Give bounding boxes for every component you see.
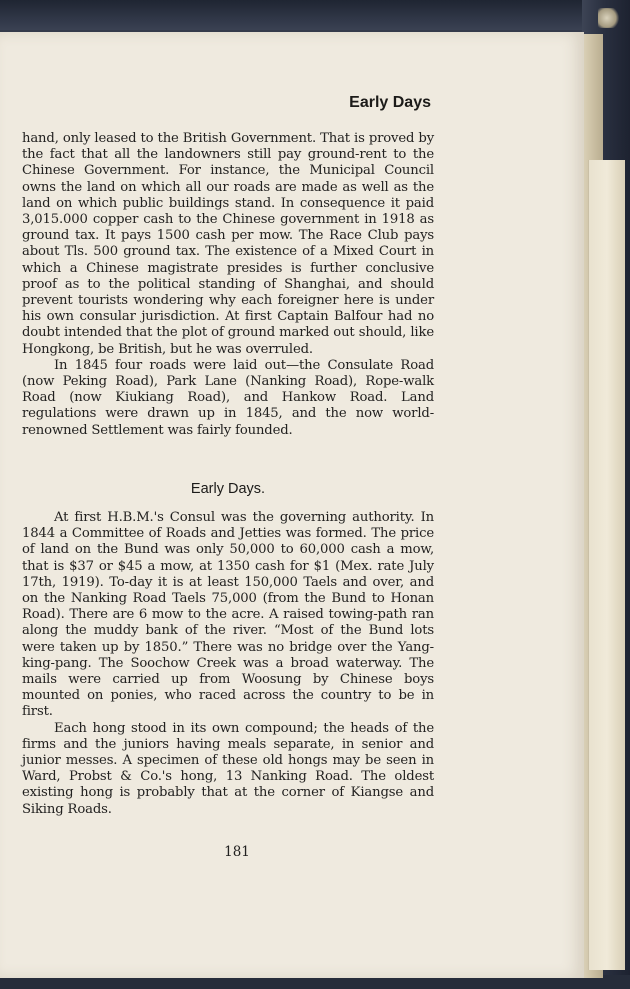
paragraph-3: At first H.B.M.'s Consul was the governing authority. In 1844 a Committee of Roads and Jetties was formed. The price of land on the Bund was only 50,000 to 60,000 cash a mow, that is $37 or $45 a mow, at 1350 cash for $1 (Mex. rate July 17th, 1919). To-day it is at least 150,000 Taels and over, and on the Nanking Road Taels 75,000 (from the Bund to Honan Road). There are 6 mow to the acre. A raised towing-path ran along the muddy bank of the river. “Most of the Bund lots were taken up by 1850.” There was no bridge over the Yang-king-pang. The Soochow Creek was a broad waterway. The mails were carried up from Woosung by Chinese boys mounted on ponies, who raced across the country to be in first. <box>22 510 434 720</box>
section-2-text <box>22 510 434 818</box>
book-cover-top <box>0 0 630 30</box>
corner-wear-mark <box>598 8 620 28</box>
book-page <box>0 32 584 978</box>
paragraph-4: Each hong stood in its own compound; the heads of the firms and the juniors having meals separate, in senior and junior messes. A specimen of these old hongs may be seen in Ward, Probst & Co.'s hong, 13 Nanking Road. The oldest existing hong is probably that at the corner of Kiangse and Siking Roads. <box>22 720 434 817</box>
paragraph-1: hand, only leased to the British Government. That is proved by the fact that all the landowners still pay ground-rent to the Chinese Government. For instance, the Municipal Council owns the land on which all our roads are made as well as the land on which public buildings stand. In consequence it paid 3,015.000 copper cash to the Chinese government in 1918 as ground tax. It pays 1500 cash per mow. The Race Club pays about Tls. 500 ground tax. The existence of a Mixed Court in which a Chinese magistrate presides is further conclusive proof as to the political standing of Shanghai, and should prevent tourists wondering why each foreigner here is under his own consular jurisdiction. At first Captain Balfour had no doubt intended that the plot of ground marked out should, like Hongkong, be British, but he was overruled. <box>22 131 434 357</box>
page-number: 181 <box>224 844 250 860</box>
page-edges-inner <box>588 160 625 970</box>
paragraph-2: In 1845 four roads were laid out—the Consulate Road (now Peking Road), Park Lane (Nanking Road), Rope-walk Road (now Kiukiang Road), and Hankow Road. Land regulations were drawn up in 1845, and the now world-renowned Settlement was fairly founded. <box>22 357 434 438</box>
running-header: Early Days <box>349 94 431 111</box>
section-heading: Early Days. <box>190 481 266 497</box>
section-1-text <box>22 131 434 439</box>
